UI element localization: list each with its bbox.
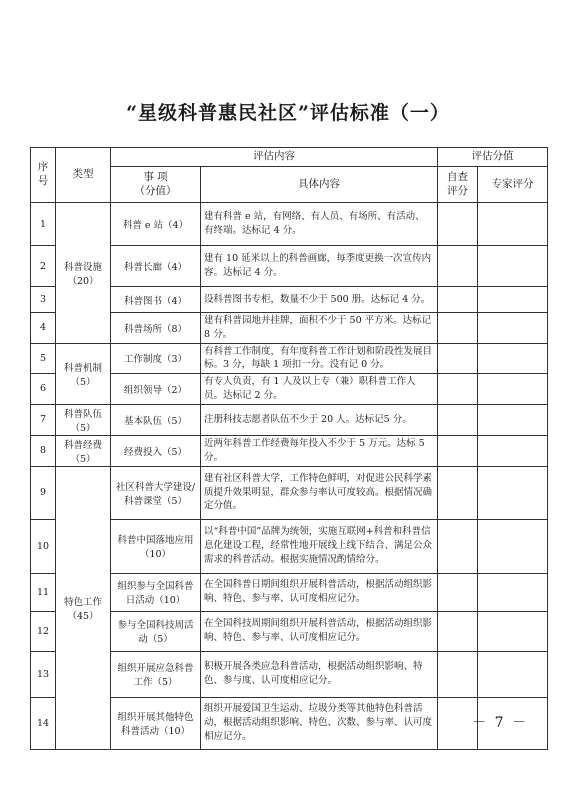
expert-score-cell[interactable] [478,651,548,697]
row-item: 科普中国落地应用（10） [111,519,201,573]
row-detail: 注册科技志愿者队伍不少于 20 人。达标记5 分。 [201,404,438,435]
self-score-cell[interactable] [438,374,478,405]
expert-score-cell[interactable] [478,343,548,374]
row-detail: 以“科普中国”品牌为统领，实施互联网+科普和科普信息化建设工程，经常性地开展线上线下结合、满足公众需求的科普活动。根据实施情况酌情给分。 [201,519,438,573]
header-self-score: 自查 评分 [438,167,478,203]
row-num: 2 [31,246,56,287]
expert-score-cell[interactable] [478,246,548,287]
row-detail: 建有 10 延米以上的科普画廊，每季度更换一次宣传内容。达标记 4 分。 [201,246,438,287]
type-mechanism: 科普机制 （5） [56,343,111,404]
self-score-cell[interactable] [438,573,478,611]
row-item: 科普长廊（4） [111,246,201,287]
type-facilities: 科普设施 （20） [56,203,111,344]
row-num: 13 [31,651,56,697]
self-score-cell[interactable] [438,519,478,573]
header-expert-score: 专家评分 [478,167,548,203]
table-row [31,203,548,246]
row-num: 4 [31,313,56,344]
row-detail: 有专人负责，有 1 人及以上专（兼）职科普工作人员。达标记 2 分。 [201,374,438,405]
expert-score-cell[interactable] [478,404,548,435]
row-item: 组织领导（2） [111,374,201,405]
row-num: 9 [31,466,56,519]
header-item: 事 项 （分值） [111,167,201,203]
self-score-cell[interactable] [438,466,478,519]
expert-score-cell[interactable] [478,466,548,519]
expert-score-cell[interactable] [478,611,548,651]
row-item: 社区科普大学建设/科普课堂（5） [111,466,201,519]
self-score-cell[interactable] [438,287,478,313]
expert-score-cell[interactable] [478,374,548,405]
row-num: 5 [31,343,56,374]
row-detail: 建有社区科普大学，工作特色鲜明，对促进公民科学素质提升效果明显，群众参与率认可度较高。根据情况确定分值。 [201,466,438,519]
expert-score-cell[interactable] [478,435,548,466]
self-score-cell[interactable] [438,611,478,651]
type-special: 特色工作 （45） [56,466,111,749]
table-row [31,404,548,435]
header-eval-content: 评估内容 [111,148,438,167]
self-score-cell[interactable] [438,246,478,287]
table-row [31,466,548,519]
row-num: 12 [31,611,56,651]
row-item: 科普图书（4） [111,287,201,313]
row-num: 3 [31,287,56,313]
self-score-cell[interactable] [438,404,478,435]
row-detail: 建有科普 e 站，有网络、有人员、有场所、有活动、有终端。达标记 4 分。 [201,203,438,246]
row-num: 1 [31,203,56,246]
row-num: 7 [31,404,56,435]
header-seq: 序号 [31,148,56,203]
row-num: 6 [31,374,56,405]
expert-score-cell[interactable] [478,519,548,573]
row-item: 经费投入（5） [111,435,201,466]
row-detail: 建有科普园地并挂牌，面积不少于 50 平方米。达标记8 分。 [201,313,438,344]
type-funding: 科普经费 （5） [56,435,111,466]
row-detail: 积极开展各类应急科普活动，根据活动组织影响、特色、参与度、认可度相应记分。 [201,651,438,697]
self-score-cell[interactable] [438,343,478,374]
row-detail: 设科普图书专柜，数量不少于 500 册。达标记 4 分。 [201,287,438,313]
self-score-cell[interactable] [438,203,478,246]
row-detail: 有科普工作制度，有年度科普工作计划和阶段性发展目标。3 分，每缺 1 项扣一分。没有记 0 分。 [201,343,438,374]
row-num: 8 [31,435,56,466]
row-num: 10 [31,519,56,573]
row-item: 科普场所（8） [111,313,201,344]
expert-score-cell[interactable] [478,287,548,313]
header-detail: 具体内容 [201,167,438,203]
page-number: － 7 － [472,715,528,731]
row-item: 科普 e 站（4） [111,203,201,246]
row-item: 组织开展其他特色科普活动（10） [111,697,201,749]
expert-score-cell[interactable] [478,573,548,611]
row-num: 11 [31,573,56,611]
row-item: 基本队伍（5） [111,404,201,435]
header-eval-score: 评估分值 [438,148,548,167]
self-score-cell[interactable] [438,651,478,697]
row-item: 参与全国科技周活动（5） [111,611,201,651]
header-type: 类型 [56,148,111,203]
row-item: 工作制度（3） [111,343,201,374]
self-score-cell[interactable] [438,313,478,344]
self-score-cell[interactable] [438,435,478,466]
expert-score-cell[interactable] [478,203,548,246]
row-detail: 在全国科技周期间组织开展科普活动，根据活动组织影响、特色、参与率、认可度相应记分。 [201,611,438,651]
row-item: 组织参与全国科普日活动（10） [111,573,201,611]
table-row [31,343,548,374]
evaluation-table [30,147,548,750]
row-detail: 在全国科普日期间组织开展科普活动，根据活动组织影响、特色、参与率、认可度相应记分。 [201,573,438,611]
expert-score-cell[interactable] [478,313,548,344]
table-row [31,435,548,466]
row-item: 组织开展应急科普工作（5） [111,651,201,697]
row-num: 14 [31,697,56,749]
row-detail: 近两年科普工作经费每年投入不少于 5 万元。达标 5 分。 [201,435,438,466]
row-detail: 组织开展爱国卫生运动、垃圾分类等其他特色科普活动，根据活动组织影响、特色、次数、参与率、认可度相应记分。 [201,697,438,749]
type-team: 科普队伍 （5） [56,404,111,435]
page-title: “星级科普惠民社区”评估标准（一） [126,102,450,124]
